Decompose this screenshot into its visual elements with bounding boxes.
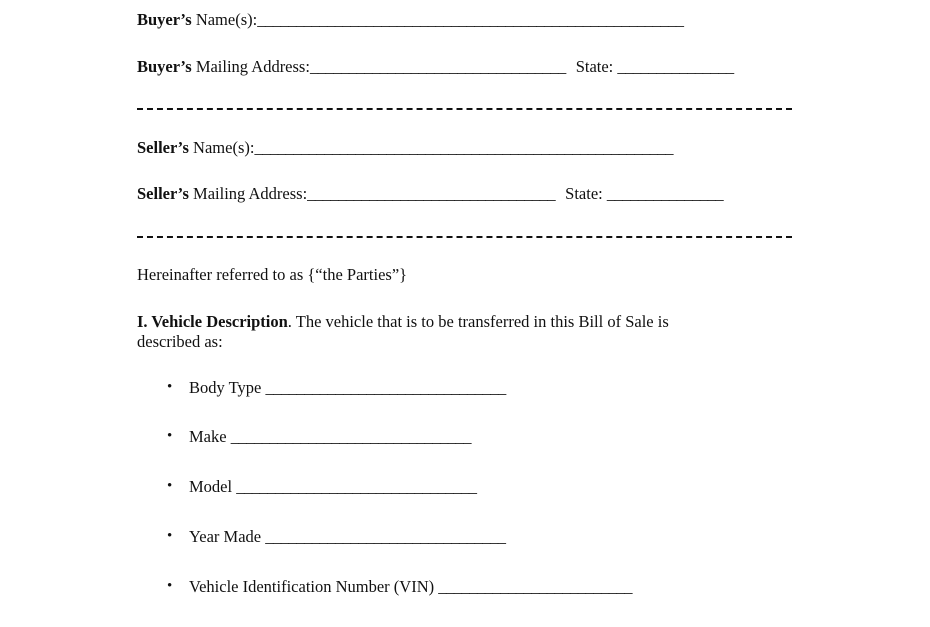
seller-state-label: State: (565, 184, 603, 204)
list-item (137, 427, 797, 447)
make-input-line[interactable]: _______________________________ (230, 427, 471, 447)
buyer-address-input-line[interactable]: _________________________________ (309, 56, 566, 76)
year-made-label: Year Made (189, 526, 266, 546)
body-type-input-line[interactable]: _______________________________ (265, 377, 506, 397)
list-item (137, 577, 797, 597)
seller-name-input-line[interactable]: ______________________________________________________ (254, 137, 673, 157)
dashed-line (137, 236, 792, 238)
body-type-label: Body Type (189, 377, 266, 397)
section-one-text: . The vehicle that is to be transferred in this Bill of Sale is (287, 311, 669, 331)
vehicle-description-list (137, 378, 797, 597)
buyer-state-label: State: (575, 56, 614, 76)
seller-address-row (137, 184, 797, 204)
section-one-heading: I. Vehicle Description (137, 311, 288, 331)
make-label: Make (189, 427, 231, 447)
buyer-name-input-line[interactable]: _______________________________________________________ (257, 10, 684, 29)
buyer-name-row (137, 10, 797, 30)
buyer-name-label: Name(s): (191, 10, 258, 29)
seller-address-label: Mailing Address: (188, 184, 308, 204)
list-item (137, 378, 797, 398)
document-body (137, 10, 797, 627)
buyer-name-label-bold: Buyer’s (137, 10, 192, 29)
seller-name-label: Name(s): (188, 137, 255, 157)
section-one-paragraph-continued: described as: (137, 331, 223, 351)
model-input-line[interactable]: _______________________________ (236, 477, 477, 497)
seller-address-label-bold: Seller’s (137, 184, 189, 204)
buyer-address-row (137, 57, 797, 77)
year-made-input-line[interactable]: _______________________________ (265, 526, 506, 546)
seller-state-input-line[interactable]: _______________ (606, 184, 724, 204)
buyer-address-label-bold: Buyer’s (137, 56, 192, 76)
dashed-line (137, 108, 792, 110)
seller-name-row (137, 138, 797, 158)
vin-label: Vehicle Identification Number (VIN) (189, 576, 439, 596)
buyer-address-label: Mailing Address: (191, 56, 310, 76)
seller-name-label-bold: Seller’s (137, 137, 189, 157)
list-item (137, 477, 797, 497)
seller-address-input-line[interactable]: ________________________________ (307, 184, 556, 204)
buyer-state-input-line[interactable]: _______________ (617, 56, 734, 76)
model-label: Model (189, 477, 237, 497)
list-item (137, 527, 797, 547)
section-one-paragraph (137, 312, 797, 332)
divider-seller-parties (137, 231, 797, 241)
divider-buyer-seller (137, 104, 797, 114)
hereinafter-paragraph: Hereinafter referred to as {“the Parties”} (137, 265, 408, 285)
vin-input-line[interactable]: _________________________ (438, 576, 632, 596)
